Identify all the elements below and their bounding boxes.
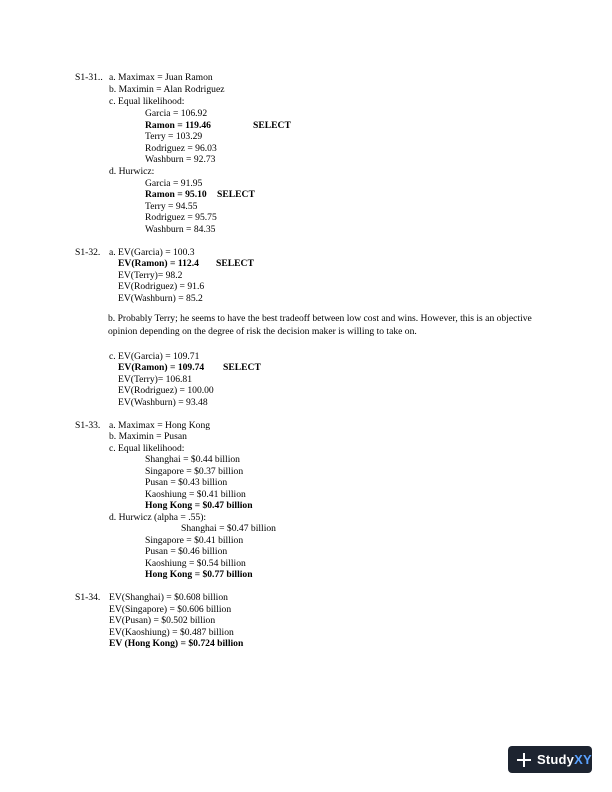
select-label: SELECT — [216, 258, 254, 269]
list-item: EV(Rodriguez) = 91.6 — [118, 281, 205, 292]
list-item-highlight: EV(Ramon) = 109.74 — [118, 362, 205, 373]
list-item: EV(Terry)= 106.81 — [118, 374, 193, 385]
plus-icon — [517, 753, 531, 767]
list-item-highlight: Hong Kong = $0.77 billion — [145, 569, 253, 580]
list-item: Terry = 103.29 — [145, 131, 203, 142]
list-item: Kaoshiung = $0.41 billion — [145, 489, 246, 500]
list-item: EV(Kaoshiung) = $0.487 billion — [109, 627, 234, 638]
list-item: Singapore = $0.37 billion — [145, 466, 244, 477]
list-item: Shanghai = $0.44 billion — [145, 454, 240, 465]
select-label: SELECT — [253, 120, 291, 131]
s1-33-part-c: c. Equal likelihood: — [109, 443, 185, 454]
list-item: EV(Singapore) = $0.606 billion — [109, 604, 232, 615]
list-item: Garcia = 106.92 — [145, 108, 208, 119]
list-item: a. EV(Garcia) = 100.3 — [109, 247, 195, 258]
list-item: Garcia = 91.95 — [145, 178, 203, 189]
select-label: SELECT — [223, 362, 261, 373]
s1-31-part-d: d. Hurwicz: — [109, 166, 155, 177]
list-item: Washburn = 92.73 — [145, 154, 216, 165]
s1-31-part-a: a. Maximax = Juan Ramon — [109, 72, 213, 83]
studyxy-badge[interactable] — [508, 746, 592, 773]
list-item: Terry = 94.55 — [145, 201, 198, 212]
s1-32-part-b-paragraph: b. Probably Terry; he seems to have the best tradeoff between low cost and wins. However, this is an objective opinion depending on the degree of risk the decision maker is willing to take on. — [108, 313, 532, 337]
list-item: EV(Washburn) = 85.2 — [118, 293, 203, 304]
list-item: Singapore = $0.41 billion — [145, 535, 244, 546]
list-item: c. EV(Garcia) = 109.71 — [109, 351, 200, 362]
s1-33-part-b: b. Maximin = Pusan — [109, 431, 187, 442]
list-item: Shanghai = $0.47 billion — [181, 523, 276, 534]
list-item-highlight: EV(Ramon) = 112.4 — [118, 258, 199, 269]
problem-number-s1-33: S1-33. — [75, 420, 101, 431]
list-item: EV(Shanghai) = $0.608 billion — [109, 592, 228, 603]
brand-name: StudyXY — [537, 752, 592, 767]
s1-33-part-d: d. Hurwicz (alpha = .55): — [109, 512, 207, 523]
list-item: Kaoshiung = $0.54 billion — [145, 558, 246, 569]
problem-number-s1-31: S1-31.. — [75, 72, 103, 83]
problem-number-s1-32: S1-32. — [75, 247, 101, 258]
list-item: EV(Rodriguez) = 100.00 — [118, 385, 214, 396]
list-item: Rodriguez = 95.75 — [145, 212, 217, 223]
list-item: Pusan = $0.46 billion — [145, 546, 228, 557]
s1-31-part-b: b. Maximin = Alan Rodriguez — [109, 84, 225, 95]
select-label: SELECT — [217, 189, 255, 200]
list-item: Rodriguez = 96.03 — [145, 143, 217, 154]
list-item: EV(Washburn) = 93.48 — [118, 397, 208, 408]
list-item-highlight: Ramon = 119.46 — [145, 120, 211, 131]
list-item: Pusan = $0.43 billion — [145, 477, 228, 488]
list-item: EV(Pusan) = $0.502 billion — [109, 615, 216, 626]
s1-33-part-a: a. Maximax = Hong Kong — [109, 420, 211, 431]
list-item: Washburn = 84.35 — [145, 224, 216, 235]
list-item-highlight: Ramon = 95.10 — [145, 189, 207, 200]
list-item-highlight: Hong Kong = $0.47 billion — [145, 500, 253, 511]
list-item-highlight: EV (Hong Kong) = $0.724 billion — [109, 638, 244, 649]
list-item: EV(Terry)= 98.2 — [118, 270, 183, 281]
problem-number-s1-34: S1-34. — [75, 592, 101, 603]
s1-31-part-c: c. Equal likelihood: — [109, 96, 185, 107]
